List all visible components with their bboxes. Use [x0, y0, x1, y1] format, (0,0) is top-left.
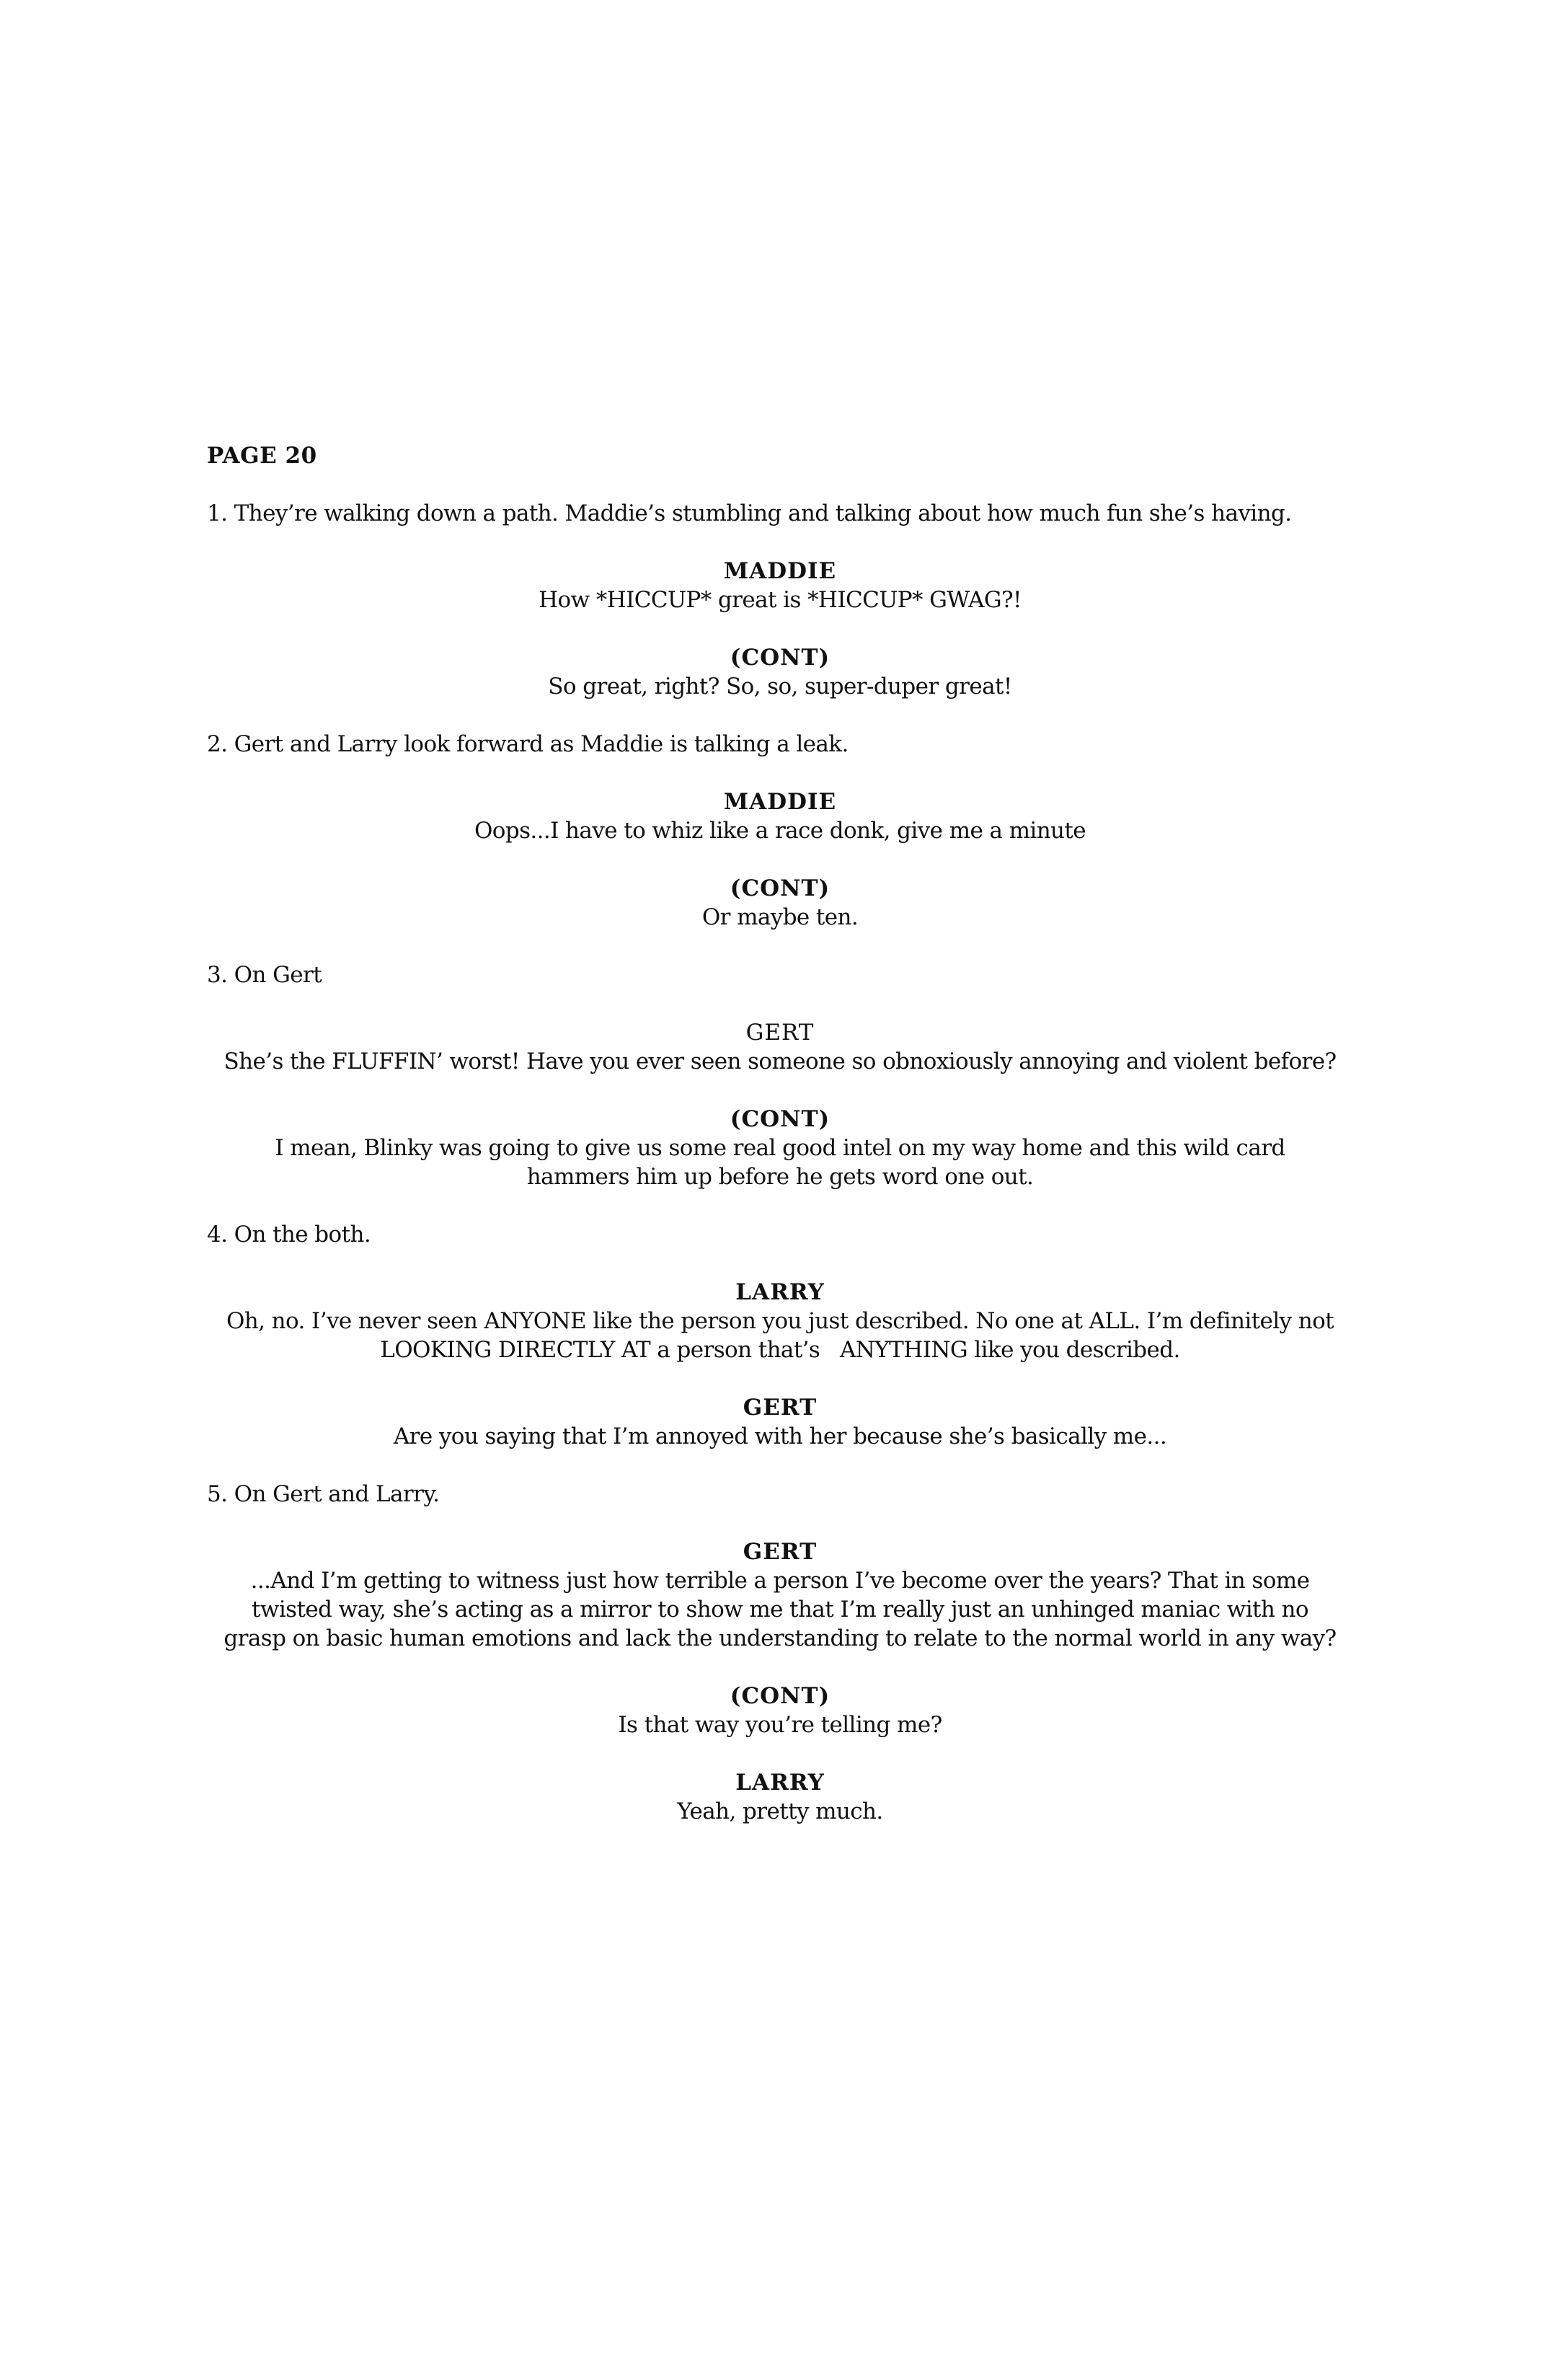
dialogue-text: So great, right? So, so, super-duper great! — [548, 674, 1012, 699]
dialogue-text: I mean, Blinky was going to give us some real good intel on my way home and this wild card hammers him up before he gets word one out. — [275, 1135, 1285, 1190]
dialogue-block — [207, 1278, 1353, 1364]
speaker-name: MADDIE — [723, 789, 837, 815]
dialogue-block — [207, 1537, 1353, 1653]
dialogue-block — [207, 787, 1353, 845]
dialogue-text: Or maybe ten. — [701, 904, 859, 930]
dialogue-text: ...And I’m getting to witness just how terrible a person I’ve become over the years? That in some twisted way, she’s acting as a mirror to show me that I’m really just an unhinged maniac with no grasp on basic human emotions and lack the understanding to relate to the normal world in any way? — [223, 1568, 1337, 1651]
speaker-name: GERT — [745, 1020, 815, 1046]
dialogue-block — [207, 1393, 1353, 1451]
speaker-name: GERT — [743, 1539, 818, 1565]
dialogue-block — [207, 1105, 1353, 1191]
speaker-name: (CONT) — [730, 875, 830, 901]
dialogue-block — [207, 1682, 1353, 1739]
dialogue-block — [207, 1018, 1353, 1076]
dialogue-text: Are you saying that I’m annoyed with her because she’s basically me... — [393, 1423, 1167, 1449]
dialogue-block — [207, 643, 1353, 701]
panel-2-action: 2. Gert and Larry look forward as Maddie is talking a leak. — [207, 731, 849, 757]
dialogue-text: She’s the FLUFFIN’ worst! Have you ever seen someone so obnoxiously annoying and violent before? — [223, 1049, 1337, 1074]
speaker-name: (CONT) — [730, 1683, 830, 1709]
dialogue-block — [207, 557, 1353, 614]
speaker-name: (CONT) — [730, 645, 830, 671]
dialogue-text: Oh, no. I’ve never seen ANYONE like the person you just described. No one at ALL. I’m definitely not LOOKING DIRECTLY AT a person that’s ANYTHING like you described. — [226, 1308, 1341, 1363]
speaker-name: LARRY — [735, 1279, 825, 1305]
speaker-name: LARRY — [735, 1770, 825, 1796]
dialogue-block — [207, 874, 1353, 932]
panel-1-action: 1. They’re walking down a path. Maddie’s stumbling and talking about how much fun she’s having. — [207, 500, 1292, 526]
panel-3-action: 3. On Gert — [207, 962, 322, 988]
dialogue-block — [207, 1768, 1353, 1826]
page-title: PAGE 20 — [207, 443, 317, 469]
dialogue-text: Oops...I have to whiz like a race donk, give me a minute — [474, 818, 1086, 844]
script-page — [207, 441, 1353, 1855]
speaker-name: GERT — [743, 1395, 818, 1421]
speaker-name: MADDIE — [723, 558, 837, 584]
dialogue-text: Is that way you’re telling me? — [618, 1712, 942, 1738]
speaker-name: (CONT) — [730, 1106, 830, 1132]
panel-5-action: 5. On Gert and Larry. — [207, 1481, 440, 1507]
dialogue-text: Yeah, pretty much. — [677, 1798, 883, 1824]
dialogue-text: How *HICCUP* great is *HICCUP* GWAG?! — [539, 587, 1022, 613]
panel-4-action: 4. On the both. — [207, 1222, 371, 1248]
